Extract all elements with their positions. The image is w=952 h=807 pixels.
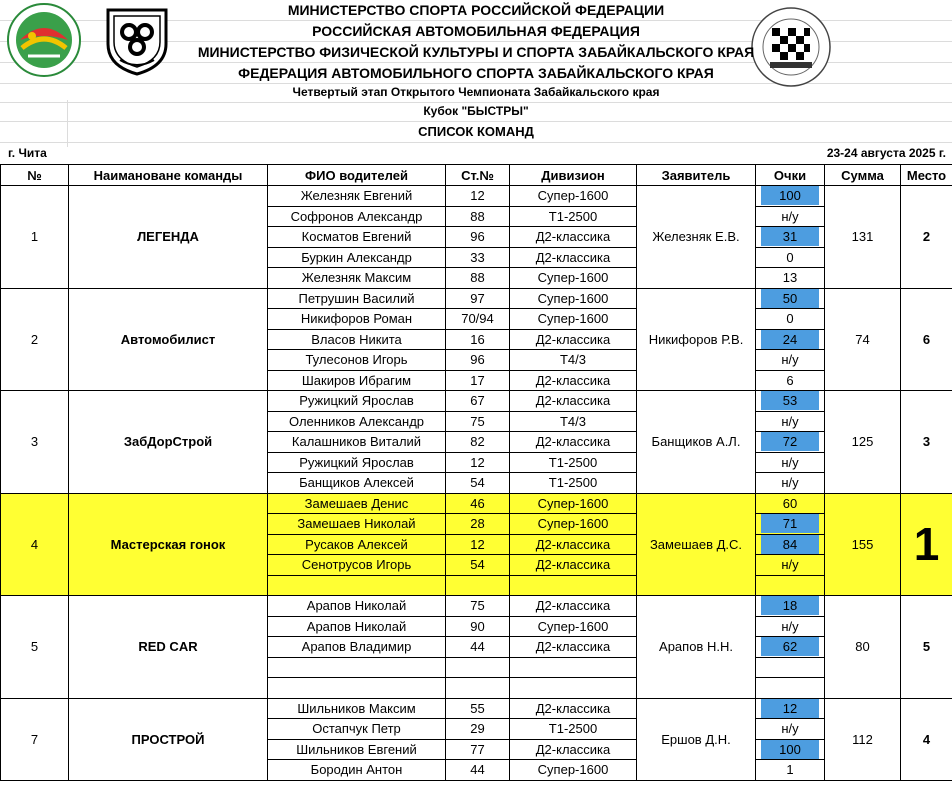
team-name: ПРОСТРОЙ [69,698,268,780]
start-number: 77 [446,739,510,760]
points-value: н/у [781,454,799,470]
points-value: н/у [781,618,799,634]
table-row [1,596,952,617]
start-number: 33 [446,247,510,268]
applicant: Замешаев Д.С. [637,493,756,596]
col-header-team: Наимановане команды [69,165,268,186]
points-value [761,678,819,697]
team-place: 5 [901,596,952,699]
team-sum: 74 [825,288,901,391]
team-name: Автомобилист [69,288,268,391]
points-value: 71 [761,514,819,533]
start-number: 44 [446,637,510,658]
start-number: 90 [446,616,510,637]
start-number: 88 [446,268,510,289]
driver-name: Бородин Антон [268,760,446,781]
points-cell [756,452,825,473]
division: Супер-1600 [510,493,637,514]
driver-name: Шильников Максим [268,698,446,719]
driver-name: Софронов Александр [268,206,446,227]
driver-name: Ружицкий Ярослав [268,452,446,473]
start-number [446,657,510,678]
date-label: 23-24 августа 2025 г. [826,146,946,160]
points-value [761,576,819,595]
team-number: 5 [1,596,69,699]
division [510,678,637,699]
table-row [1,288,952,309]
driver-name: Банщиков Алексей [268,473,446,494]
start-number: 97 [446,288,510,309]
team-place: 4 [901,698,952,780]
points-cell [756,678,825,699]
start-number [446,575,510,596]
col-header-applicant: Заявитель [637,165,756,186]
points-cell [756,739,825,760]
division: Супер-1600 [510,760,637,781]
points-value: 31 [761,227,819,246]
points-cell [756,555,825,576]
points-cell [756,760,825,781]
driver-name: Ружицкий Ярослав [268,391,446,412]
division: Д2-классика [510,596,637,617]
driver-name: Буркин Александр [268,247,446,268]
table-row [1,698,952,719]
points-value: 60 [782,495,798,511]
division: Д2-классика [510,698,637,719]
points-value: 50 [761,289,819,308]
start-number: 96 [446,227,510,248]
team-sum: 131 [825,186,901,289]
start-number: 82 [446,432,510,453]
table-row [1,493,952,514]
points-value: н/у [781,721,799,737]
driver-name: Петрушин Василий [268,288,446,309]
start-number: 12 [446,452,510,473]
points-value: н/у [781,413,799,429]
col-header-sum: Сумма [825,165,901,186]
division: Т4/3 [510,411,637,432]
points-value: 53 [761,391,819,410]
start-number: 46 [446,493,510,514]
start-number [446,678,510,699]
points-value: н/у [781,208,799,224]
team-sum: 112 [825,698,901,780]
division: Т1-2500 [510,206,637,227]
division: Супер-1600 [510,514,637,535]
header-line-raf: РОССИЙСКАЯ АВТОМОБИЛЬНАЯ ФЕДЕРАЦИЯ [312,23,640,39]
points-cell [756,350,825,371]
team-name: Мастерская гонок [69,493,268,596]
teams-table-body [1,186,952,781]
points-cell [756,391,825,412]
start-number: 54 [446,555,510,576]
points-cell [756,186,825,207]
points-value: 12 [761,699,819,718]
points-value: 0 [786,249,794,265]
start-number: 96 [446,350,510,371]
start-number: 70/94 [446,309,510,330]
points-cell [756,309,825,330]
applicant: Арапов Н.Н. [637,596,756,699]
division: Д2-классика [510,247,637,268]
teams-table [0,164,952,781]
points-cell [756,329,825,350]
division: Супер-1600 [510,616,637,637]
division: Д2-классика [510,534,637,555]
points-cell [756,596,825,617]
points-value: 13 [782,270,798,286]
driver-name: Арапов Николай [268,616,446,637]
driver-name: Арапов Николай [268,596,446,617]
team-place: 3 [901,391,952,494]
driver-name: Русаков Алексей [268,534,446,555]
points-cell [756,247,825,268]
event-title: Четвертый этап Открытого Чемпионата Забайкальского края [292,85,660,99]
driver-name: Остапчук Петр [268,719,446,740]
team-place: 2 [901,186,952,289]
points-cell [756,698,825,719]
division [510,575,637,596]
table-row [1,186,952,207]
team-name: ЛЕГЕНДА [69,186,268,289]
driver-name: Замешаев Денис [268,493,446,514]
team-number: 7 [1,698,69,780]
division: Супер-1600 [510,186,637,207]
team-place: 1 [901,493,952,596]
header-line-ministry-region: МИНИСТЕРСТВО ФИЗИЧЕСКОЙ КУЛЬТУРЫ И СПОРТА ЗАБАЙКАЛЬСКОГО КРАЯ [197,44,755,60]
points-value: 1 [786,762,794,778]
division: Д2-классика [510,370,637,391]
division: Д2-классика [510,432,637,453]
points-cell [756,473,825,494]
points-value: 0 [786,311,794,327]
team-number: 1 [1,186,69,289]
points-cell [756,227,825,248]
points-cell [756,616,825,637]
col-header-division: Дивизион [510,165,637,186]
points-value: 18 [761,596,819,615]
col-header-place: Место [901,165,952,186]
col-header-start: Ст.№ [446,165,510,186]
driver-name: Косматов Евгений [268,227,446,248]
division: Д2-классика [510,637,637,658]
points-value: 72 [761,432,819,451]
division: Т1-2500 [510,452,637,473]
team-sum: 80 [825,596,901,699]
start-number: 12 [446,186,510,207]
division: Т1-2500 [510,719,637,740]
start-number: 67 [446,391,510,412]
team-place: 6 [901,288,952,391]
start-number: 28 [446,514,510,535]
points-value: 24 [761,330,819,349]
team-number: 3 [1,391,69,494]
start-number: 75 [446,596,510,617]
points-cell [756,637,825,658]
city-label: г. Чита [8,146,47,160]
team-number: 2 [1,288,69,391]
table-header-row [1,165,952,186]
points-cell [756,268,825,289]
applicant: Никифоров Р.В. [637,288,756,391]
division: Д2-классика [510,555,637,576]
driver-name: Тулесонов Игорь [268,350,446,371]
points-cell [756,534,825,555]
col-header-num: № [1,165,69,186]
points-cell [756,370,825,391]
division: Т4/3 [510,350,637,371]
driver-name: Калашников Виталий [268,432,446,453]
driver-name: Железняк Евгений [268,186,446,207]
points-cell [756,719,825,740]
division: Д2-классика [510,227,637,248]
driver-name: Арапов Владимир [268,637,446,658]
points-cell [756,514,825,535]
start-number: 88 [446,206,510,227]
division: Д2-классика [510,329,637,350]
driver-name: Шильников Евгений [268,739,446,760]
points-value: 100 [761,186,819,205]
division: Д2-классика [510,391,637,412]
start-number: 75 [446,411,510,432]
applicant: Железняк Е.В. [637,186,756,289]
team-sum: 125 [825,391,901,494]
header-line-ministry-sport: МИНИСТЕРСТВО СПОРТА РОССИЙСКОЙ ФЕДЕРАЦИИ [287,2,665,18]
points-value [761,658,819,677]
division: Т1-2500 [510,473,637,494]
driver-name: Сенотрусов Игорь [268,555,446,576]
team-name: RED CAR [69,596,268,699]
points-value: н/у [781,475,799,491]
driver-name: Никифоров Роман [268,309,446,330]
division: Д2-классика [510,739,637,760]
division [510,657,637,678]
team-name: ЗабДорСтрой [69,391,268,494]
cup-title: Кубок "БЫСТРЫ" [423,104,529,118]
table-row [1,391,952,412]
col-header-drivers: ФИО водителей [268,165,446,186]
start-number: 17 [446,370,510,391]
driver-name: Шакиров Ибрагим [268,370,446,391]
points-value: 100 [761,740,819,759]
start-number: 55 [446,698,510,719]
division: Супер-1600 [510,288,637,309]
driver-name [268,678,446,699]
driver-name [268,657,446,678]
driver-name: Власов Никита [268,329,446,350]
driver-name: Замешаев Николай [268,514,446,535]
start-number: 16 [446,329,510,350]
list-title: СПИСОК КОМАНД [418,124,534,139]
header-line-federation: ФЕДЕРАЦИЯ АВТОМОБИЛЬНОГО СПОРТА ЗАБАЙКАЛЬСКОГО КРАЯ [238,65,714,81]
points-value: 6 [786,372,794,388]
start-number: 29 [446,719,510,740]
col-header-points: Очки [756,165,825,186]
team-number: 4 [1,493,69,596]
points-cell [756,493,825,514]
applicant: Банщиков А.Л. [637,391,756,494]
points-cell [756,288,825,309]
points-cell [756,206,825,227]
start-number: 54 [446,473,510,494]
applicant: Ершов Д.Н. [637,698,756,780]
points-cell [756,657,825,678]
division: Супер-1600 [510,268,637,289]
points-value: 84 [761,535,819,554]
points-value: 62 [761,637,819,656]
driver-name: Железняк Максим [268,268,446,289]
document-header [0,0,952,147]
points-cell [756,575,825,596]
start-number: 12 [446,534,510,555]
driver-name [268,575,446,596]
points-value: н/у [781,352,799,368]
driver-name: Оленников Александр [268,411,446,432]
team-sum: 155 [825,493,901,596]
start-number: 44 [446,760,510,781]
division: Супер-1600 [510,309,637,330]
points-cell [756,432,825,453]
points-value: н/у [781,557,799,573]
points-cell [756,411,825,432]
